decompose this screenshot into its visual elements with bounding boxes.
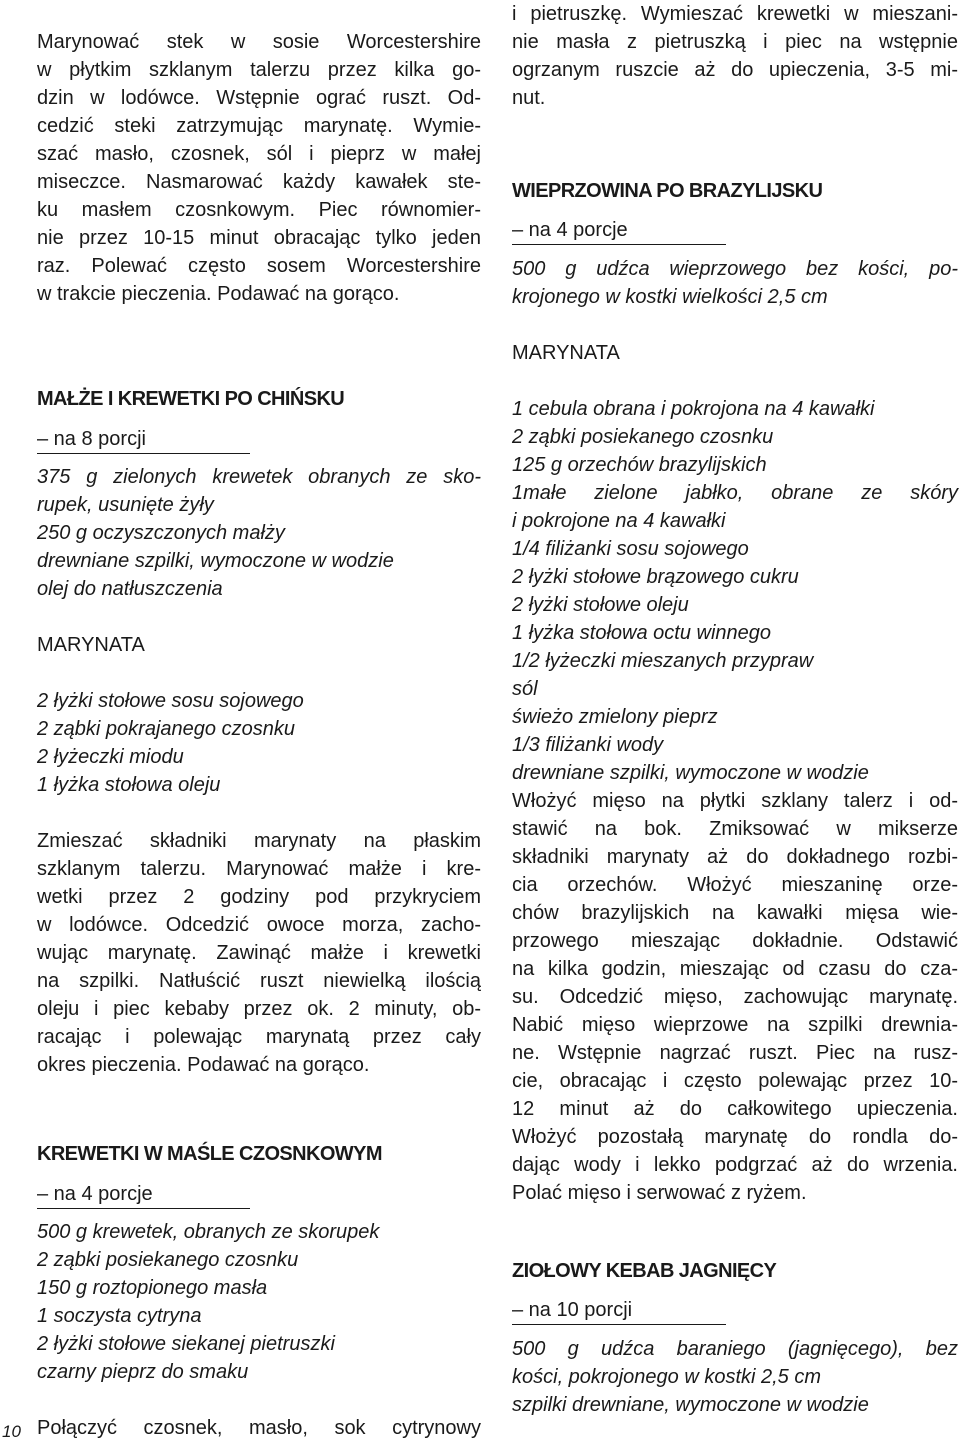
ingredient-line: 500 g udźca baraniego (jagnięcego), bez bbox=[512, 1338, 958, 1360]
ingredient-line: 125 g orzechów brazylijskich bbox=[512, 454, 767, 476]
method-line: przowego mieszając dokładnie. Odstawić bbox=[512, 930, 958, 952]
method-line: na szpilki. Natłuścić ruszt niewielką ilością bbox=[37, 970, 481, 992]
ingredient-line: sól bbox=[512, 678, 538, 700]
ingredient-line: rupek, usunięte żyły bbox=[37, 494, 214, 516]
method-line: cie, obracając i często polewając przez 10- bbox=[512, 1070, 958, 1092]
text-line: dzin w lodówce. Wstępnie ograć ruszt. Od- bbox=[37, 87, 481, 109]
text-line: nie przez 10-15 minut obracając tylko jeden bbox=[37, 227, 481, 249]
ingredient-line: 1 cebula obrana i pokrojona na 4 kawałki bbox=[512, 398, 875, 420]
ingredient-line: 1/2 łyżeczki mieszanych przypraw bbox=[512, 650, 814, 672]
ingredient-line: kości, pokrojonego w kostki 2,5 cm bbox=[512, 1366, 822, 1388]
method-line: oleju i piec kebaby przez ok. 2 minuty, ob- bbox=[37, 998, 481, 1020]
method-line: ogrzanym ruszcie aż do upieczenia, 3-5 mi- bbox=[512, 59, 958, 81]
recipe-title: ZIOŁOWY KEBAB JAGNIĘCY bbox=[512, 1260, 777, 1282]
method-line: Nabić mięso wieprzowe na szpilki drewnia- bbox=[512, 1014, 958, 1036]
method-line: Zmieszać składniki marynaty na płaskim bbox=[37, 830, 481, 852]
method-line: Włożyć mięso na płytki szklany talerz i od- bbox=[512, 790, 958, 812]
ingredient-line: 2 łyżki stołowe sosu sojowego bbox=[37, 690, 304, 712]
ingredient-line: 2 łyżki stołowe oleju bbox=[512, 594, 689, 616]
ingredient-line: 1 soczysta cytryna bbox=[37, 1305, 202, 1327]
portions-divider bbox=[512, 1324, 726, 1325]
text-line: w płytkim szklanym talerzu przez kilka go- bbox=[37, 59, 481, 81]
method-line: Włożyć pozostałą marynatę do rondla do- bbox=[512, 1126, 958, 1148]
text-line: cedzić steki zatrzymując marynatę. Wymie- bbox=[37, 115, 481, 137]
method-line: wując marynatę. Zawinąć małże i krewetki bbox=[37, 942, 481, 964]
portions-divider bbox=[37, 1208, 250, 1209]
ingredient-line: drewniane szpilki, wymoczone w wodzie bbox=[37, 550, 394, 572]
ingredient-line: 500 g udźca wieprzowego bez kości, po- bbox=[512, 258, 958, 280]
portions-label: – na 8 porcji bbox=[37, 428, 146, 450]
ingredient-line: 250 g oczyszczonych małży bbox=[37, 522, 285, 544]
ingredient-line: krojonego w kostki wielkości 2,5 cm bbox=[512, 286, 828, 308]
method-line: ne. Wstępnie nagrzać ruszt. Piec na rusz- bbox=[512, 1042, 958, 1064]
ingredient-line: 1 łyżka stołowa oleju bbox=[37, 774, 221, 796]
ingredient-line: 2 ząbki posiekanego czosnku bbox=[512, 426, 774, 448]
ingredient-line: 2 łyżki stołowe siekanej pietruszki bbox=[37, 1333, 335, 1355]
ingredient-line: 150 g roztopionego masła bbox=[37, 1277, 268, 1299]
method-line: Polać mięso i serwować z ryżem. bbox=[512, 1182, 807, 1204]
method-line: su. Odcedzić mięso, zachowując marynatę. bbox=[512, 986, 958, 1008]
page-number: 10 bbox=[2, 1422, 21, 1441]
ingredient-line: 500 g krewetek, obranych ze skorupek bbox=[37, 1221, 380, 1243]
portions-label: – na 4 porcje bbox=[37, 1183, 153, 1205]
ingredient-line: olej do natłuszczenia bbox=[37, 578, 223, 600]
recipe-title: WIEPRZOWINA PO BRAZYLIJSKU bbox=[512, 180, 823, 202]
method-line: na kilka godzin, mieszając od czasu do cza- bbox=[512, 958, 958, 980]
recipe-title: MAŁŻE I KREWETKI PO CHIŃSKU bbox=[37, 388, 345, 410]
recipe-title: KREWETKI W MAŚLE CZOSNKOWYM bbox=[37, 1143, 382, 1165]
ingredient-line: 1małe zielone jabłko, obrane ze skóry bbox=[512, 482, 958, 504]
ingredient-line: czarny pieprz do smaku bbox=[37, 1361, 249, 1383]
method-line: w lodówce. Odcedzić owoce morza, zacho- bbox=[37, 914, 481, 936]
ingredient-line: 1 łyżka stołowa octu winnego bbox=[512, 622, 772, 644]
portions-label: – na 10 porcji bbox=[512, 1299, 633, 1321]
text-line: ku masłem czosnkowym. Piec równomier- bbox=[37, 199, 481, 221]
ingredient-line: szpilki drewniane, wymoczone w wodzie bbox=[512, 1394, 869, 1416]
method-line: nie masła z pietruszką i piec na wstępnie bbox=[512, 31, 958, 53]
ingredient-line: 2 łyżki stołowe brązowego cukru bbox=[512, 566, 799, 588]
ingredient-line: 2 łyżeczki miodu bbox=[37, 746, 184, 768]
text-line: raz. Polewać często sosem Worcestershire bbox=[37, 255, 481, 277]
text-line: miseczce. Nasmarować każdy kawałek ste- bbox=[37, 171, 481, 193]
ingredient-line: 1/4 filiżanki sosu sojowego bbox=[512, 538, 749, 560]
method-line: stawić na bok. Zmiksować w mikserze bbox=[512, 818, 958, 840]
method-line: składniki marynaty aż do dokładnego rozbi- bbox=[512, 846, 958, 868]
method-line: nut. bbox=[512, 87, 546, 109]
method-line: i pietruszkę. Wymieszać krewetki w mieszani- bbox=[512, 3, 958, 25]
ingredient-line: drewniane szpilki, wymoczone w wodzie bbox=[512, 762, 869, 784]
text-line: w trakcie pieczenia. Podawać na gorąco. bbox=[37, 283, 400, 305]
method-line: chów brazylijskich na kawałki mięsa wie- bbox=[512, 902, 958, 924]
method-line: cia orzechów. Włożyć mieszaninę orze- bbox=[512, 874, 958, 896]
method-line: wetki przez 2 godziny pod przykryciem bbox=[37, 886, 481, 908]
ingredient-line: 2 ząbki pokrajanego czosnku bbox=[37, 718, 295, 740]
ingredient-line: 2 ząbki posiekanego czosnku bbox=[37, 1249, 299, 1271]
method-line: szklanym talerzu. Marynować małże i kre- bbox=[37, 858, 481, 880]
text-line: Marynować stek w sosie Worcestershire bbox=[37, 31, 481, 53]
method-line: Połączyć czosnek, masło, sok cytrynowy bbox=[37, 1417, 481, 1439]
method-line: 12 minut aż do całkowitego upieczenia. bbox=[512, 1098, 958, 1120]
method-line: racając i polewając marynatą przez cały bbox=[37, 1026, 481, 1048]
ingredient-line: świeżo zmielony pieprz bbox=[512, 706, 718, 728]
ingredient-line: 375 g zielonych krewetek obranych ze sko- bbox=[37, 466, 481, 488]
portions-divider bbox=[512, 244, 726, 245]
portions-label: – na 4 porcje bbox=[512, 219, 628, 241]
marinade-title: MARYNATA bbox=[512, 342, 620, 364]
ingredient-line: i pokrojone na 4 kawałki bbox=[512, 510, 726, 532]
portions-divider bbox=[37, 453, 250, 454]
marinade-title: MARYNATA bbox=[37, 634, 145, 656]
method-line: okres pieczenia. Podawać na gorąco. bbox=[37, 1054, 370, 1076]
method-line: dając wody i lekko podgrzać aż do wrzenia. bbox=[512, 1154, 958, 1176]
text-line: szać masło, czosnek, sól i pieprz w małej bbox=[37, 143, 481, 165]
ingredient-line: 1/3 filiżanki wody bbox=[512, 734, 664, 756]
